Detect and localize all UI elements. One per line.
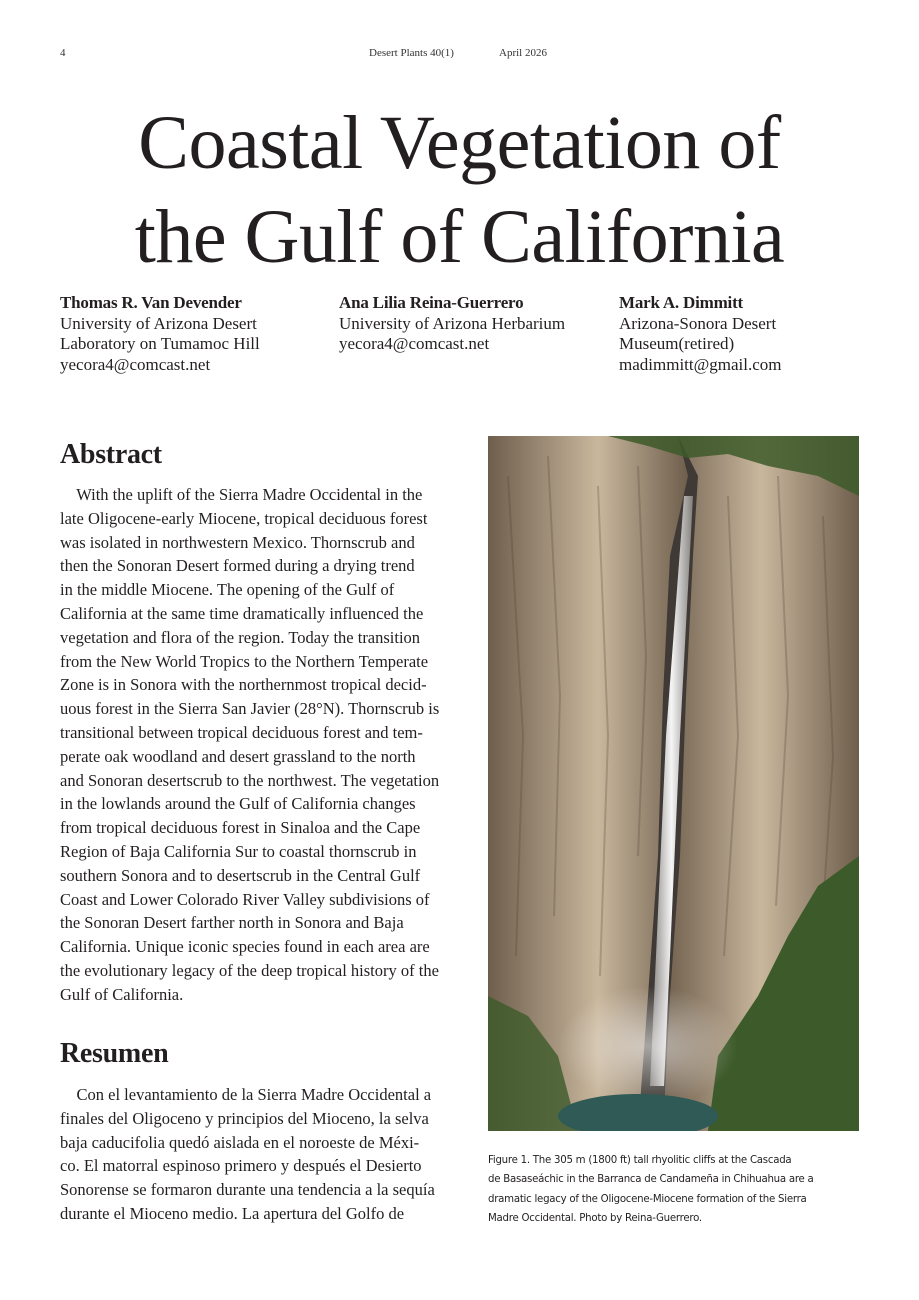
- author-affiliation: Museum(retired): [619, 334, 735, 353]
- author-email[interactable]: madimmitt@gmail.com: [619, 354, 782, 374]
- abstract-line: in the middle Miocene. The opening of the Gulf of: [60, 580, 395, 600]
- resumen-heading: Resumen: [60, 1038, 169, 1069]
- abstract-line: transitional between tropical deciduous forest and tem-: [60, 722, 423, 742]
- abstract-line: California at the same time dramatically influenced the: [60, 603, 424, 623]
- abstract-line: vegetation and flora of the region. Today the transition: [60, 627, 421, 647]
- abstract-line: then the Sonoran Desert formed during a drying trend: [60, 556, 415, 576]
- abstract-line: Gulf of California.: [60, 984, 184, 1004]
- author-affiliation: University of Arizona Herbarium: [339, 313, 566, 333]
- abstract-line: uous forest in the Sierra San Javier (28°N). Thornscrub is: [60, 699, 440, 719]
- author-email[interactable]: yecora4@comcast.net: [60, 354, 211, 374]
- issue-date: April 2026: [499, 47, 547, 59]
- title-line-1: Coastal Vegetation of: [138, 101, 781, 185]
- abstract-line: perate oak woodland and desert grassland to the north: [60, 746, 416, 766]
- caption-line: Figure 1. The 305 m (1800 ft) tall rhyolitic cliffs at the Cascada: [488, 1155, 792, 1166]
- caption-line: Madre Occidental. Photo by Reina-Guerrero.: [488, 1212, 702, 1224]
- caption-line: dramatic legacy of the Oligocene-Miocene formation of the Sierra: [488, 1193, 807, 1205]
- caption-line: de Basaseáchic in the Barranca de Candameña in Chihuahua are a: [488, 1174, 814, 1186]
- journal-name: Desert Plants 40(1): [369, 47, 454, 59]
- author-email[interactable]: yecora4@comcast.net: [339, 334, 490, 353]
- abstract-line: was isolated in northwestern Mexico. Thornscrub and: [60, 532, 415, 552]
- resumen-body: [60, 1083, 460, 1226]
- abstract-line: the evolutionary legacy of the deep tropical history of the: [60, 960, 439, 980]
- abstract-line: in the lowlands around the Gulf of California changes: [60, 794, 416, 814]
- author-affiliation: Arizona-Sonora Desert: [619, 313, 777, 333]
- author-name: Mark A. Dimmitt: [619, 293, 744, 312]
- author-affiliation: Laboratory on Tumamoc Hill: [60, 334, 260, 353]
- resumen-line: Con el levantamiento de la Sierra Madre Occidental a: [60, 1085, 432, 1104]
- abstract-heading: Abstract: [60, 439, 162, 470]
- author-block: [339, 293, 599, 355]
- resumen-line: co. El matorral espinoso primero y después el Desierto: [60, 1156, 422, 1176]
- author-affiliation: University of Arizona Desert: [60, 313, 257, 333]
- page-number: 4: [60, 47, 66, 59]
- abstract-line: Zone is in Sonora with the northernmost tropical decid-: [60, 675, 427, 695]
- resumen-line: finales del Oligoceno y principios del Mioceno, la selva: [60, 1108, 429, 1128]
- waterfall-photo-illustration: [488, 436, 859, 1131]
- abstract-body: [60, 483, 460, 1007]
- resumen-line: baja caducifolia quedó aislada en el noroeste de Méxi-: [60, 1132, 420, 1152]
- author-name: Thomas R. Van Devender: [60, 293, 242, 312]
- running-head: [60, 47, 859, 63]
- author-list: [60, 293, 859, 383]
- abstract-line: California. Unique iconic species found in each area are: [60, 937, 430, 957]
- abstract-line: the Sonoran Desert farther north in Sonora and Baja: [60, 913, 404, 933]
- resumen-line: Sonorense se formaron durante una tendencia a la sequía: [60, 1180, 435, 1200]
- waterfall-photo: [488, 436, 859, 1131]
- author-name: Ana Lilia Reina-Guerrero: [339, 293, 524, 312]
- title-line-2: the Gulf of California: [134, 195, 785, 279]
- resumen-line: durante el Mioceno medio. La apertura del Golfo de: [60, 1203, 405, 1223]
- abstract-line: and Sonoran desertscrub to the northwest. The vegetation: [60, 770, 440, 790]
- article-title: [30, 96, 889, 284]
- author-block: [60, 293, 320, 375]
- abstract-line: from tropical deciduous forest in Sinaloa and the Cape: [60, 818, 421, 838]
- abstract-line: Region of Baja California Sur to coastal thornscrub in: [60, 841, 417, 861]
- abstract-line: from the New World Tropics to the Northern Temperate: [60, 651, 429, 671]
- abstract-line: Coast and Lower Colorado River Valley subdivisions of: [60, 889, 430, 909]
- author-block: [619, 293, 839, 375]
- abstract-line: late Oligocene-early Miocene, tropical deciduous forest: [60, 508, 428, 528]
- abstract-line: With the uplift of the Sierra Madre Occidental in the: [60, 485, 423, 504]
- abstract-line: southern Sonora and to desertscrub in the Central Gulf: [60, 865, 421, 885]
- figure-caption: [488, 1151, 863, 1228]
